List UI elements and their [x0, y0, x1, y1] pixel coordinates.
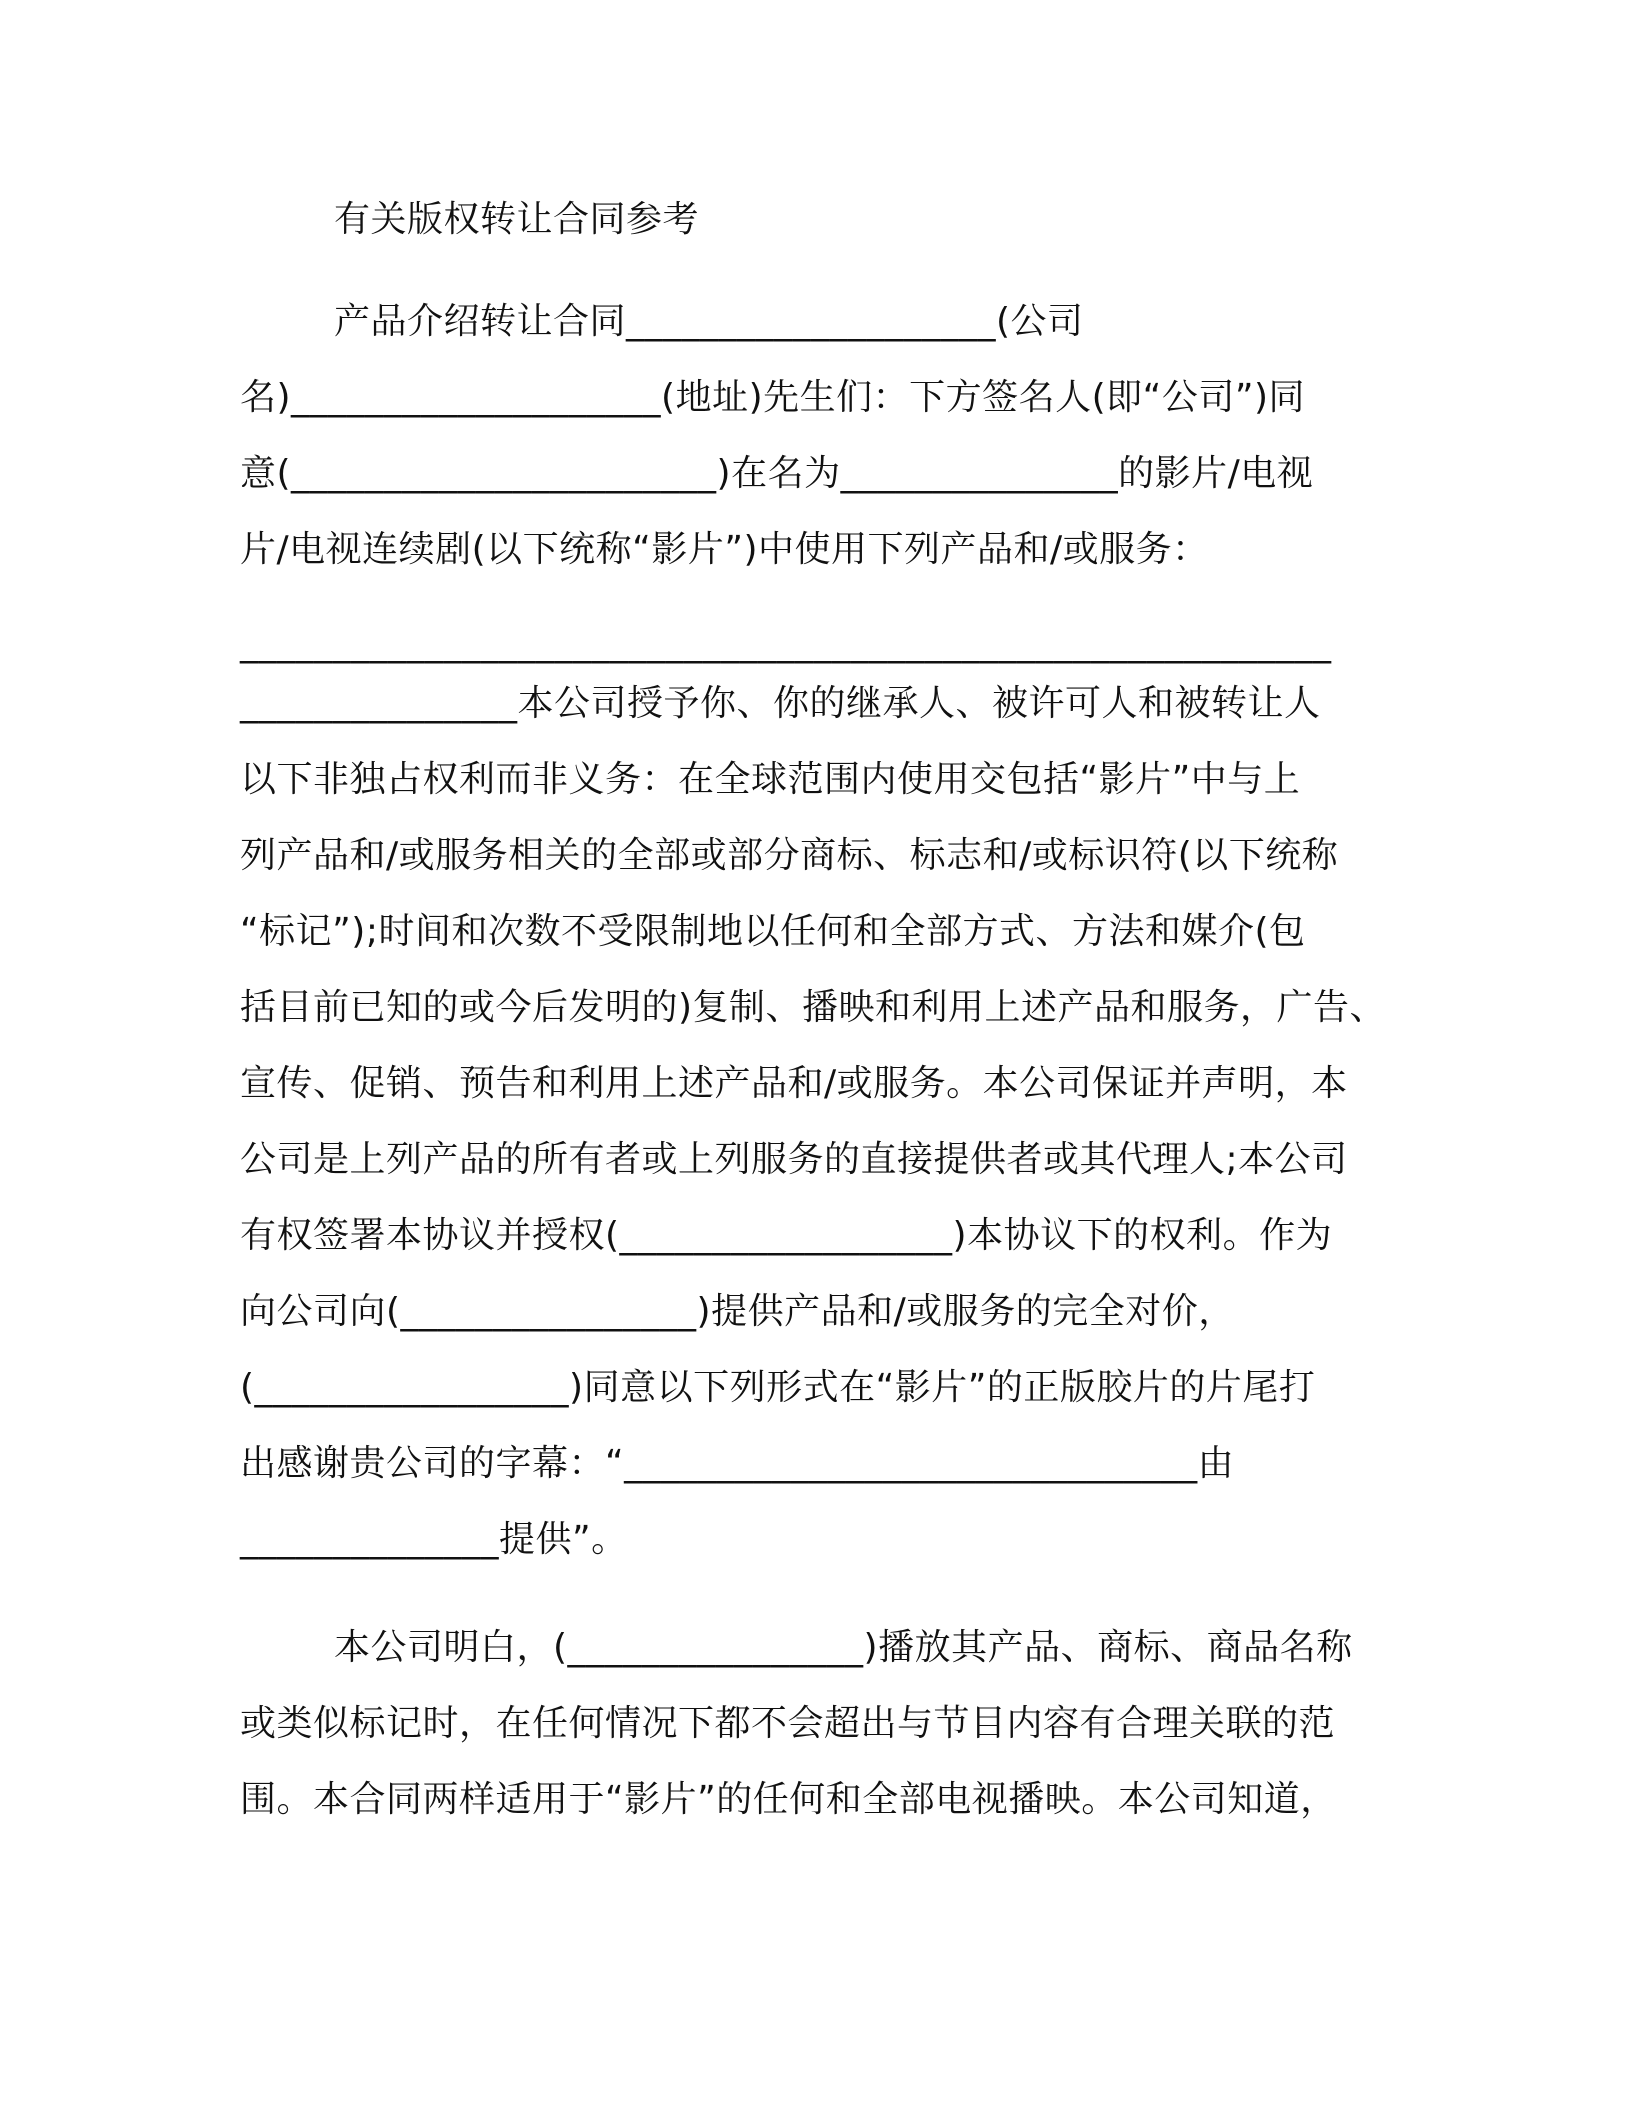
- paragraph-line: 以下非独占权利而非义务：在全球范围内使用交包括“影片”中与上: [240, 759, 1301, 800]
- paragraph-line: _______________本公司授予你、你的继承人、被许可人和被转让人: [240, 683, 1321, 724]
- paragraph-line: 本公司明白，(________________)播放其产品、商标、商品名称: [334, 1627, 1353, 1668]
- paragraph-line: 括目前已知的或今后发明的)复制、播映和利用上述产品和服务，广告、: [240, 987, 1387, 1028]
- paragraph-line: 意(_______________________)在名为_______________的影片/电视: [240, 453, 1314, 494]
- paragraph-line: 公司是上列产品的所有者或上列服务的直接提供者或其代理人;本公司: [240, 1139, 1348, 1180]
- paragraph-line: 有权签署本协议并授权(__________________)本协议下的权利。作为: [240, 1215, 1333, 1256]
- paragraph-line: 列产品和/或服务相关的全部或部分商标、标志和/或标识符(以下统称: [240, 835, 1339, 876]
- paragraph-line: ___________________________________________________________: [240, 623, 1332, 664]
- paragraph-line: 产品介绍转让合同____________________(公司: [334, 301, 1084, 342]
- paragraph-line: “标记”);时间和次数不受限制地以任何和全部方式、方法和媒介(包: [240, 911, 1306, 952]
- paragraph-line: ______________提供”。: [240, 1519, 628, 1560]
- paragraph-line: 出感谢贵公司的字幕：“_______________________________由: [240, 1443, 1235, 1484]
- paragraph-line: 向公司向(________________)提供产品和/或服务的完全对价，: [240, 1291, 1235, 1332]
- document-title: 有关版权转让合同参考: [334, 199, 700, 240]
- paragraph-line: 围。本合同两样适用于“影片”的任何和全部电视播映。本公司知道，: [240, 1779, 1337, 1820]
- paragraph-line: 片/电视连续剧(以下统称“影片”)中使用下列产品和/或服务：: [240, 529, 1209, 570]
- paragraph-line: (_________________)同意以下列形式在“影片”的正版胶片的片尾打: [240, 1367, 1316, 1408]
- paragraph-line: 或类似标记时，在任何情况下都不会超出与节目内容有合理关联的范: [240, 1703, 1336, 1744]
- paragraph-line: 宣传、促销、预告和利用上述产品和/或服务。本公司保证并声明，本: [240, 1063, 1348, 1104]
- paragraph-line: 名)____________________(地址)先生们：下方签名人(即“公司”)同: [240, 377, 1306, 418]
